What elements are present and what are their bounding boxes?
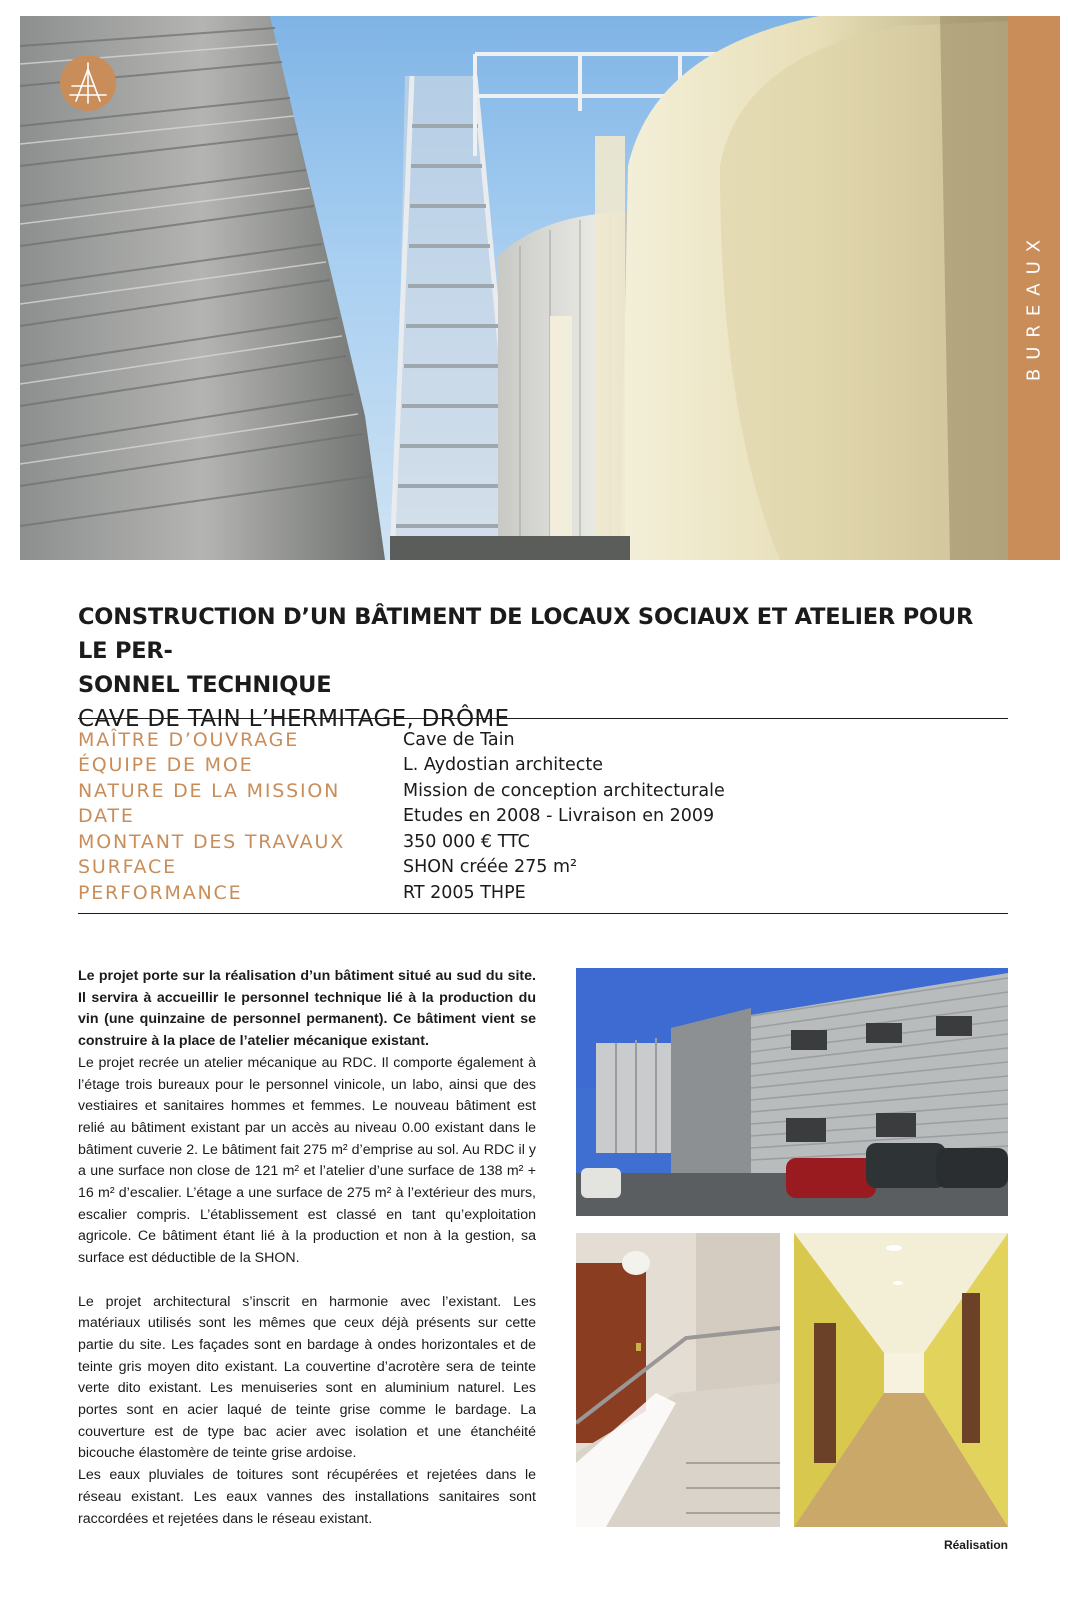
info-row-date	[78, 804, 1008, 830]
hero-photo	[20, 16, 1008, 560]
description-paragraph: Le projet architectural s’inscrit en harmonie avec l’existant. Les matériaux utilisés sont les mêmes que ceux déjà présents sur cette partie du site. Les façades sont en bardage à ondes horizontales et de teinte gris moyen dito existant. La couvertine d’acrotère sera de teinte verte dito existant. Les menuiseries sont en aluminium naturel. Les portes sont en acier laqué de teinte grise comme le bardage. La couverture est de type bac acier avec isolation et une étanchéité bicouche élastomère de teinte grise ardoise.	[78, 1293, 536, 1462]
hero-photo-illustration	[20, 16, 1008, 560]
photo-building-illustration	[576, 968, 1008, 1216]
project-info-table	[78, 718, 1008, 914]
info-label: MAÎTRE D’OUVRAGE	[78, 728, 299, 751]
info-label: ÉQUIPE DE MOE	[78, 754, 254, 777]
a-monogram-icon	[60, 55, 116, 111]
info-label: SURFACE	[78, 856, 177, 879]
info-value: Mission de conception architecturale	[403, 780, 725, 801]
project-header	[78, 600, 1008, 736]
category-side-tab	[1008, 16, 1060, 560]
category-label: BUREAUX	[1023, 230, 1045, 382]
project-title-line-1: CONSTRUCTION D’UN BÂTIMENT DE LOCAUX SOCIAUX ET ATELIER POUR LE PER-	[78, 604, 974, 664]
info-row-nature-mission	[78, 778, 1008, 804]
info-label: NATURE DE LA MISSION	[78, 779, 341, 802]
info-row-maitre-ouvrage	[78, 727, 1008, 753]
info-value: L. Aydostian architecte	[403, 755, 604, 776]
info-value: Cave de Tain	[403, 729, 515, 750]
photo-corridor-interior	[794, 1233, 1008, 1527]
description-lead: Le projet porte sur la réalisation d’un bâtiment situé au sud du site. Il servira à accueillir le personnel technique lié à la production du vin (une quinzaine de personnel permanent). Ce bâtiment vient se construire à la place de l’atelier mécanique existant.	[78, 968, 536, 1050]
info-label: PERFORMANCE	[78, 881, 243, 904]
company-logo	[60, 55, 116, 111]
photo-stairwell-illustration	[576, 1233, 780, 1527]
info-row-performance	[78, 880, 1008, 906]
photo-building-exterior	[576, 968, 1008, 1216]
info-label: MONTANT DES TRAVAUX	[78, 830, 346, 853]
info-value: SHON créée 275 m²	[403, 857, 578, 878]
project-title	[78, 600, 1008, 702]
info-row-equipe-moe	[78, 753, 1008, 779]
info-value: 350 000 € TTC	[403, 831, 530, 852]
info-label: DATE	[78, 805, 135, 828]
info-row-montant	[78, 829, 1008, 855]
description-paragraph: Le projet recrée un atelier mécanique au RDC. Il comporte également à l’étage trois bureaux pour le personnel vinicole, un labo, ainsi que des vestiaires et sanitaires hommes et femmes. Le nouveau bâtiment est relié au bâtiment existant par un accès au niveau 0.00 existant dans le bâtiment cuverie 2. Le bâtiment fait 275 m² d’emprise au sol. Au RDC il y a une surface non close de 121 m² et l’atelier d’une surface de 138 m² + 16 m² d’escalier. L’étage a une surface de 275 m² à l’extérieur des murs, escalier compris. L’établissement est classé en tant qu’exploitation agricole. Ce bâtiment étant lié à la production et non à la gestion, sa surface est déductible de la SHON.	[78, 1054, 536, 1267]
project-location: CAVE DE TAIN L’HERMITAGE, DRÔME	[78, 706, 510, 732]
info-value: Etudes en 2008 - Livraison en 2009	[403, 806, 715, 827]
project-description	[78, 966, 536, 1530]
photo-stairwell-interior	[576, 1233, 780, 1527]
photo-caption: Réalisation	[943, 1538, 1008, 1552]
info-row-surface	[78, 855, 1008, 881]
description-paragraph: Les eaux pluviales de toitures sont récupérées et rejetées dans le réseau existant. Les eaux vannes des installations sanitaires sont raccordées et rejetées dans le réseau existant.	[78, 1467, 536, 1527]
photo-corridor-illustration	[794, 1233, 1008, 1527]
project-title-line-2: SONNEL TECHNIQUE	[78, 672, 332, 698]
info-value: RT 2005 THPE	[403, 882, 526, 903]
